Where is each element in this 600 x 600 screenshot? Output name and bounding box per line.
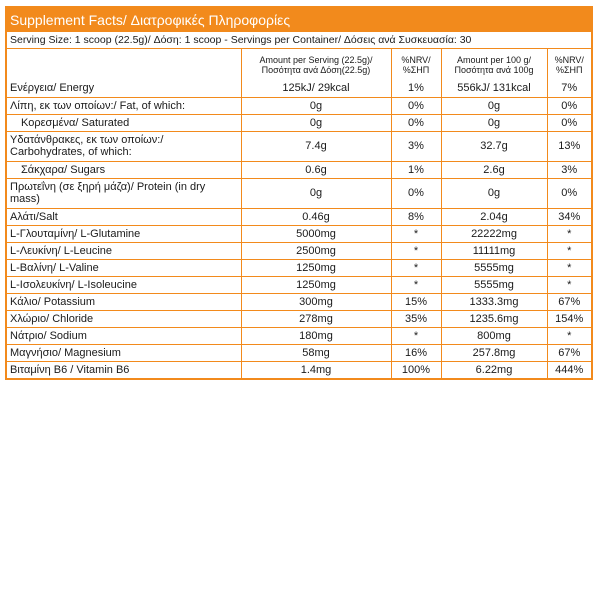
nrv-per-100g: * xyxy=(547,259,591,276)
nrv-per-serving: * xyxy=(391,242,441,259)
nutrient-name: Λίπη, εκ των οποίων:/ Fat, of which: xyxy=(7,97,241,114)
nrv-per-serving: 0% xyxy=(391,178,441,208)
amount-per-100g: 0g xyxy=(441,114,547,131)
nrv-per-serving: 0% xyxy=(391,114,441,131)
nutrient-name: L-Λευκίνη/ L-Leucine xyxy=(7,242,241,259)
nrv-per-serving: 15% xyxy=(391,293,441,310)
amount-per-serving: 7.4g xyxy=(241,131,391,161)
amount-per-serving: 1.4mg xyxy=(241,361,391,378)
amount-per-serving: 180mg xyxy=(241,327,391,344)
table-row xyxy=(7,97,591,114)
nrv-per-100g: 0% xyxy=(547,114,591,131)
amount-per-100g: 1235.6mg xyxy=(441,310,547,327)
nutrient-name: Νάτριο/ Sodium xyxy=(7,327,241,344)
amount-per-serving: 0.46g xyxy=(241,208,391,225)
nutrient-name: Πρωτεΐνη (σε ξηρή μάζα)/ Protein (in dry mass) xyxy=(7,178,241,208)
table-header-row xyxy=(7,49,591,80)
amount-per-serving: 125kJ/ 29kcal xyxy=(241,80,391,97)
amount-per-serving: 5000mg xyxy=(241,225,391,242)
nutrient-name: Μαγνήσιο/ Magnesium xyxy=(7,344,241,361)
table-row xyxy=(7,276,591,293)
nutrient-name: L-Γλουταμίνη/ L-Glutamine xyxy=(7,225,241,242)
amount-per-100g: 0g xyxy=(441,97,547,114)
nrv-per-100g: 13% xyxy=(547,131,591,161)
nutrient-name: Ενέργεια/ Energy xyxy=(7,80,241,97)
nrv-per-100g: 0% xyxy=(547,97,591,114)
nrv-per-100g: 34% xyxy=(547,208,591,225)
table-row xyxy=(7,327,591,344)
amount-per-serving: 0g xyxy=(241,97,391,114)
amount-per-serving: 0g xyxy=(241,114,391,131)
amount-per-serving: 1250mg xyxy=(241,259,391,276)
table-row xyxy=(7,344,591,361)
nrv-per-100g: 444% xyxy=(547,361,591,378)
nrv-per-100g: * xyxy=(547,242,591,259)
nrv-per-serving: 1% xyxy=(391,161,441,178)
nrv-per-100g: 3% xyxy=(547,161,591,178)
amount-per-100g: 1333.3mg xyxy=(441,293,547,310)
table-row xyxy=(7,310,591,327)
nrv-per-serving: 1% xyxy=(391,80,441,97)
header-per-serving: Amount per Serving (22.5g)/ Ποσότητα ανά Δόση(22.5g) xyxy=(241,49,391,80)
amount-per-100g: 2.6g xyxy=(441,161,547,178)
amount-per-100g: 11111mg xyxy=(441,242,547,259)
amount-per-100g: 800mg xyxy=(441,327,547,344)
nutrient-name: Αλάτι/Salt xyxy=(7,208,241,225)
nrv-per-100g: 7% xyxy=(547,80,591,97)
nutrient-name: Βιταμίνη Β6 / Vitamin B6 xyxy=(7,361,241,378)
table-row xyxy=(7,80,591,97)
serving-info: Serving Size: 1 scoop (22.5g)/ Δόση: 1 scoop - Servings per Container/ Δόσεις ανά Συσκευασία: 30 xyxy=(7,32,591,49)
amount-per-100g: 0g xyxy=(441,178,547,208)
header-per-100g: Amount per 100 g/ Ποσότητα ανά 100g xyxy=(441,49,547,80)
amount-per-100g: 2.04g xyxy=(441,208,547,225)
amount-per-100g: 5555mg xyxy=(441,259,547,276)
nrv-per-serving: 100% xyxy=(391,361,441,378)
amount-per-100g: 22222mg xyxy=(441,225,547,242)
amount-per-serving: 278mg xyxy=(241,310,391,327)
nrv-per-serving: 16% xyxy=(391,344,441,361)
amount-per-serving: 1250mg xyxy=(241,276,391,293)
header-nutrient xyxy=(7,49,241,80)
table-row xyxy=(7,114,591,131)
facts-title: Supplement Facts/ Διατροφικές Πληροφορίες xyxy=(7,8,591,32)
header-nrv-100g: %NRV/ %ΣΗΠ xyxy=(547,49,591,80)
nrv-per-serving: 8% xyxy=(391,208,441,225)
supplement-facts-panel xyxy=(5,6,593,380)
amount-per-serving: 0g xyxy=(241,178,391,208)
amount-per-serving: 300mg xyxy=(241,293,391,310)
amount-per-serving: 2500mg xyxy=(241,242,391,259)
nrv-per-100g: 154% xyxy=(547,310,591,327)
table-row xyxy=(7,361,591,378)
nrv-per-serving: 0% xyxy=(391,97,441,114)
table-row xyxy=(7,293,591,310)
nutrition-table xyxy=(7,49,591,378)
amount-per-serving: 0.6g xyxy=(241,161,391,178)
header-nrv-serving: %NRV/ %ΣΗΠ xyxy=(391,49,441,80)
table-row xyxy=(7,161,591,178)
table-row xyxy=(7,208,591,225)
nrv-per-100g: * xyxy=(547,327,591,344)
nrv-per-serving: 3% xyxy=(391,131,441,161)
nrv-per-100g: 67% xyxy=(547,293,591,310)
nrv-per-100g: 67% xyxy=(547,344,591,361)
nutrient-name: Χλώριο/ Chloride xyxy=(7,310,241,327)
nrv-per-serving: * xyxy=(391,276,441,293)
nutrient-name: Κορεσμένα/ Saturated xyxy=(7,114,241,131)
amount-per-100g: 5555mg xyxy=(441,276,547,293)
table-row xyxy=(7,259,591,276)
nrv-per-serving: * xyxy=(391,225,441,242)
nutrient-name: Σάκχαρα/ Sugars xyxy=(7,161,241,178)
amount-per-100g: 257.8mg xyxy=(441,344,547,361)
amount-per-100g: 6.22mg xyxy=(441,361,547,378)
nutrient-name: Κάλιο/ Potassium xyxy=(7,293,241,310)
nrv-per-100g: * xyxy=(547,276,591,293)
nrv-per-serving: * xyxy=(391,259,441,276)
table-row xyxy=(7,225,591,242)
table-row xyxy=(7,131,591,161)
nutrient-name: L-Ισολευκίνη/ L-Isoleucine xyxy=(7,276,241,293)
table-row xyxy=(7,178,591,208)
nrv-per-100g: 0% xyxy=(547,178,591,208)
amount-per-serving: 58mg xyxy=(241,344,391,361)
nutrient-name: Υδατάνθρακες, εκ των οποίων:/ Carbohydrates, of which: xyxy=(7,131,241,161)
nrv-per-serving: 35% xyxy=(391,310,441,327)
amount-per-100g: 32.7g xyxy=(441,131,547,161)
table-row xyxy=(7,242,591,259)
nrv-per-100g: * xyxy=(547,225,591,242)
nrv-per-serving: * xyxy=(391,327,441,344)
nutrient-name: L-Βαλίνη/ L-Valine xyxy=(7,259,241,276)
amount-per-100g: 556kJ/ 131kcal xyxy=(441,80,547,97)
